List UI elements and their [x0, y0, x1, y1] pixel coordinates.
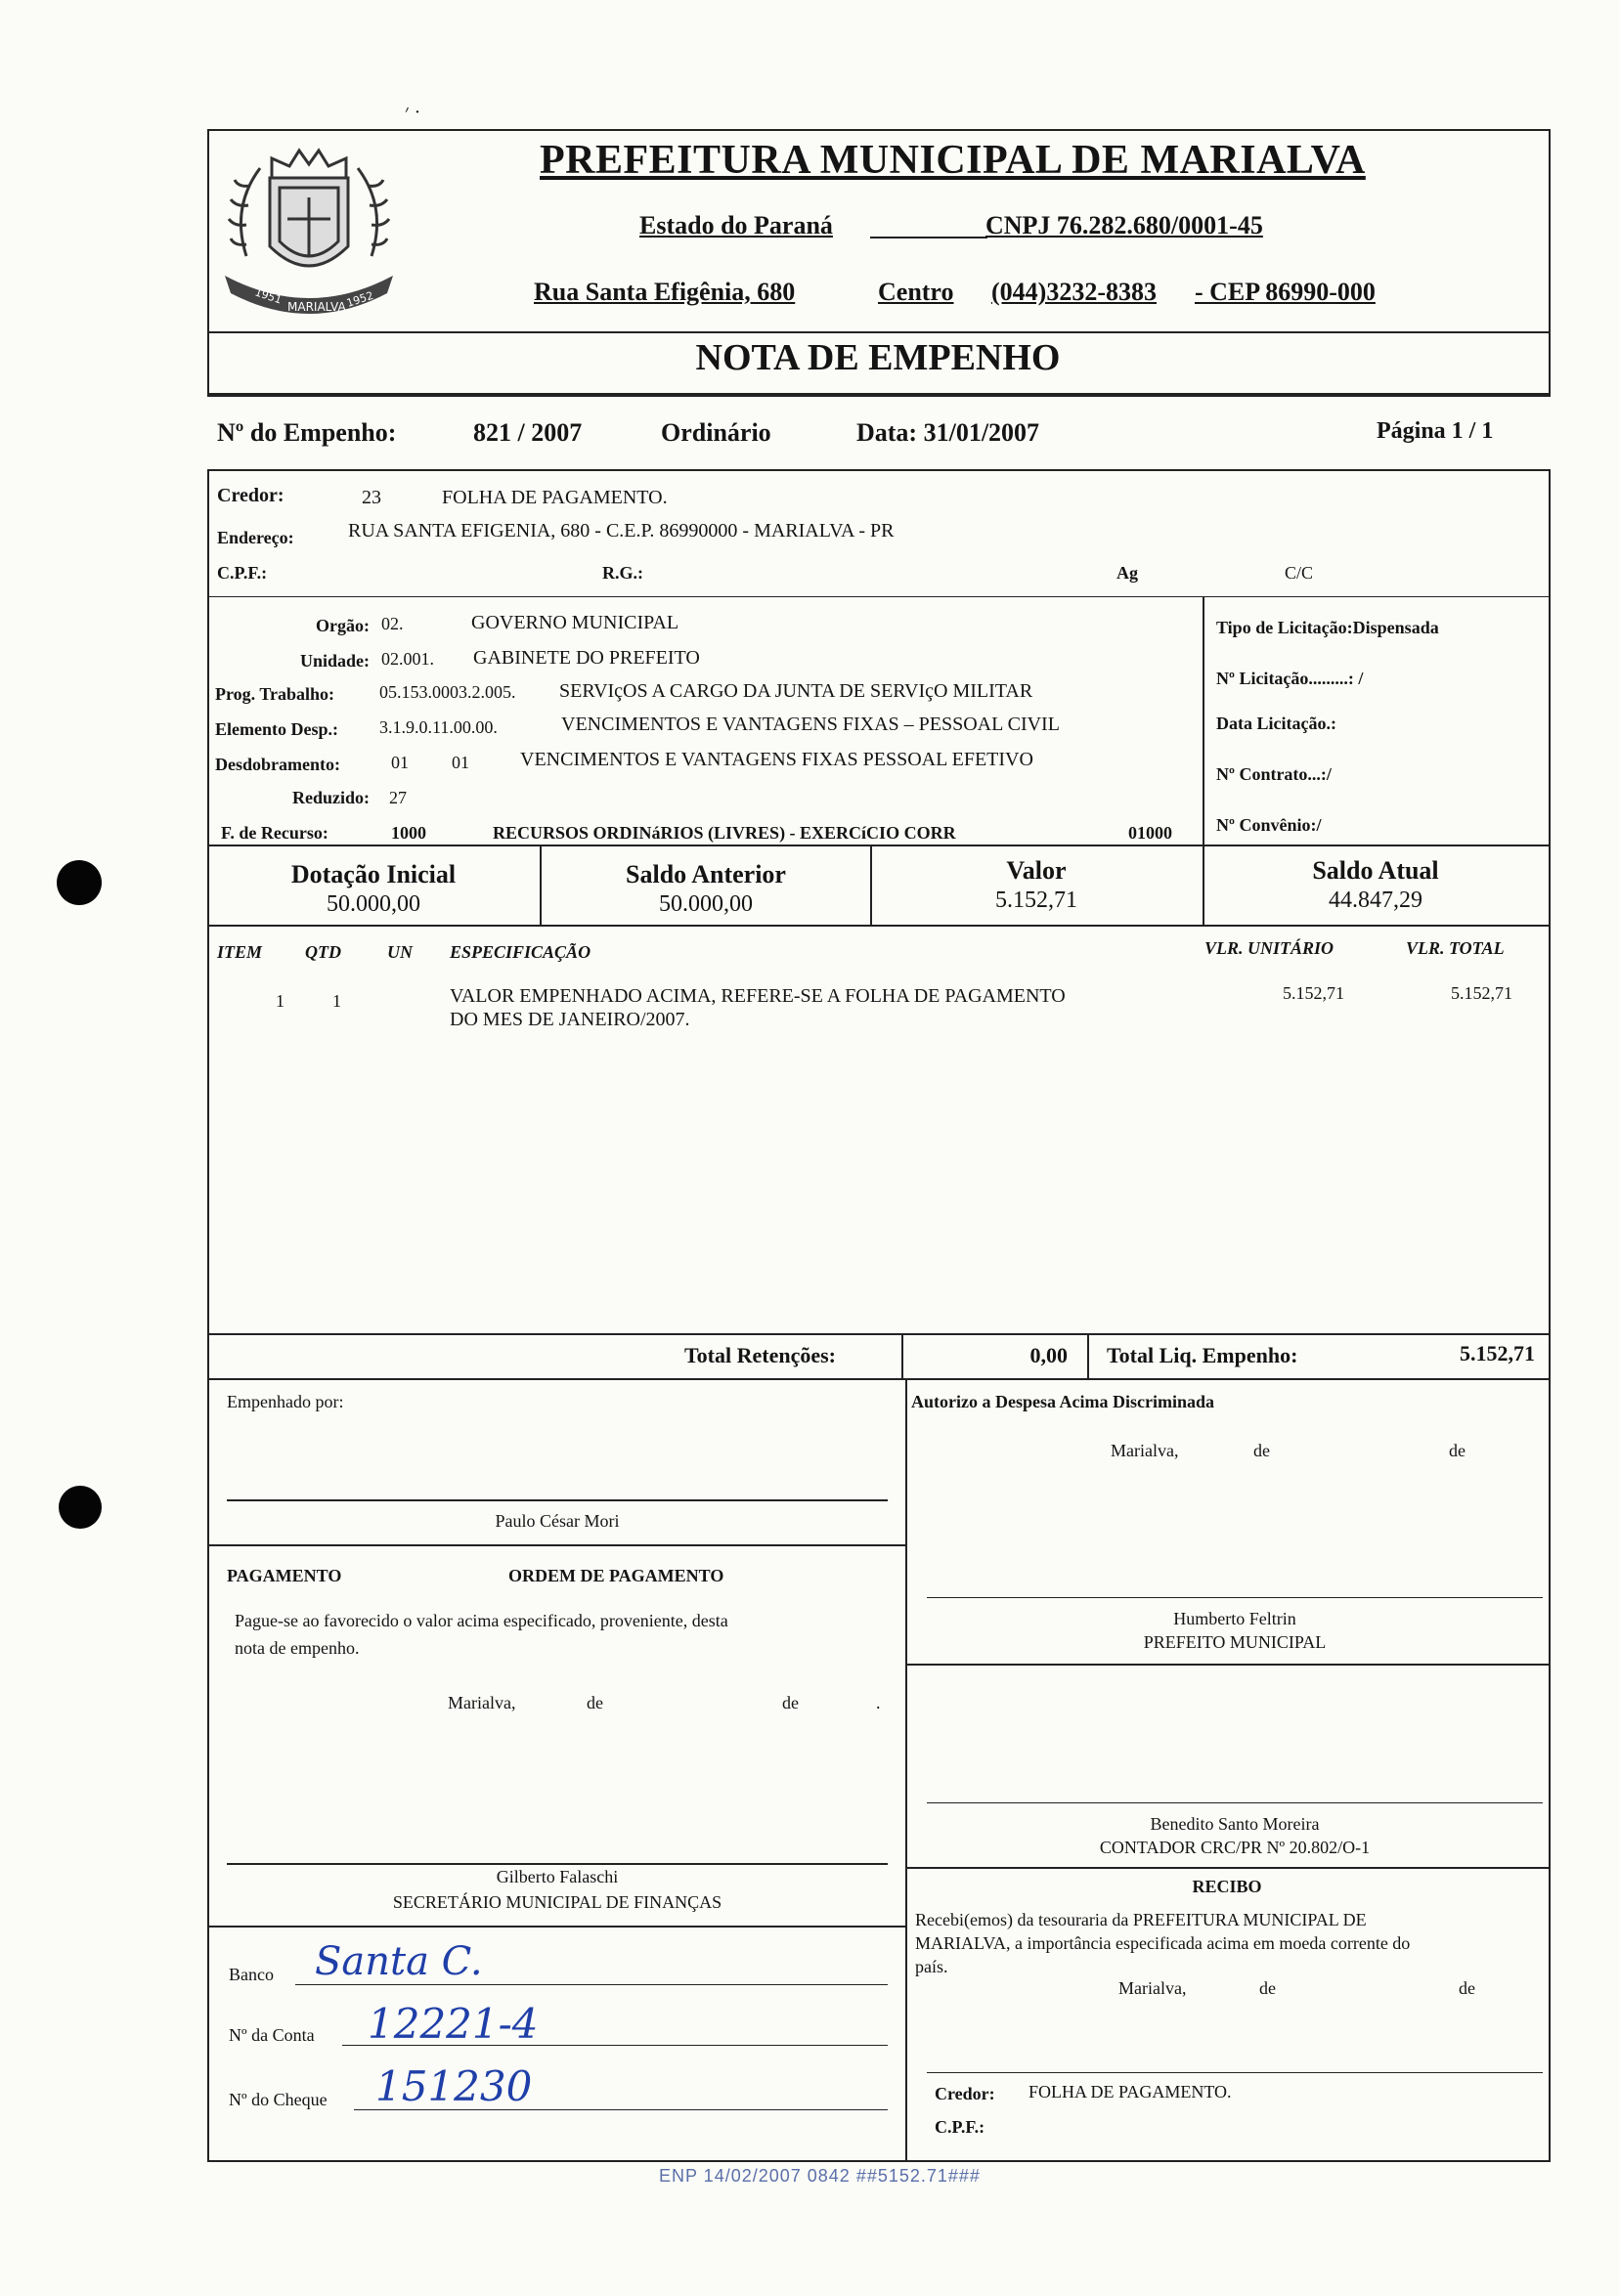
- desdob-label: Desdobramento:: [215, 755, 340, 774]
- divider: [207, 845, 1549, 846]
- mayor-role: PREFEITO MUNICIPAL: [1143, 1632, 1327, 1652]
- credor-label: Credor:: [217, 485, 284, 506]
- saldo-atual-value: 44.847,29: [1329, 888, 1422, 913]
- svg-text:1951: 1951: [253, 285, 284, 307]
- valor-label: Valor: [1006, 856, 1067, 885]
- divider: [1087, 1333, 1089, 1378]
- unidade-name: GABINETE DO PREFEITO: [473, 647, 700, 669]
- divider: [207, 393, 1549, 396]
- divider: [901, 1333, 903, 1378]
- phone: (044)3232-8383: [991, 278, 1157, 306]
- orgao-name: GOVERNO MUNICIPAL: [471, 612, 679, 633]
- empenho-type: Ordinário: [661, 418, 771, 447]
- pagamento-de1: de: [587, 1693, 603, 1712]
- divider: [207, 331, 1549, 333]
- bank-stamp: ENP 14/02/2007 0842 ##5152.71###: [659, 2166, 981, 2186]
- divider: [207, 1544, 905, 1546]
- table-row-qtd: 1: [332, 991, 341, 1011]
- autorizo-place: Marialva,: [1111, 1441, 1179, 1460]
- page-title: PREFEITURA MUNICIPAL DE MARIALVA: [540, 138, 1366, 183]
- recibo-text-line3: país.: [915, 1957, 948, 1976]
- conta-label: Nº da Conta: [229, 2025, 315, 2045]
- divider: [905, 1378, 907, 2160]
- saldo-anterior-label: Saldo Anterior: [626, 860, 786, 888]
- pagamento-place: Marialva,: [448, 1693, 516, 1712]
- orgao-code: 02.: [381, 614, 404, 633]
- liquido-label: Total Liq. Empenho:: [1107, 1343, 1298, 1367]
- state-name: Estado do Paraná: [639, 211, 833, 239]
- table-row-total-value: 5.152,71: [1451, 983, 1512, 1003]
- recibo-text-line2: MARIALVA, a importância especificada acima em moeda corrente do: [915, 1933, 1411, 1953]
- recurso-label: F. de Recurso:: [221, 823, 328, 843]
- licitacao-type: Tipo de Licitação:Dispensada: [1216, 618, 1439, 637]
- reduzido-label: Reduzido:: [291, 788, 370, 807]
- empenhado-name: Paulo César Mori: [495, 1511, 620, 1531]
- signature-line: [227, 1499, 888, 1501]
- recibo-de2: de: [1459, 1978, 1475, 1998]
- pagamento-end: .: [876, 1693, 881, 1712]
- recibo-de1: de: [1259, 1978, 1276, 1998]
- divider: [1203, 596, 1204, 845]
- divider: [207, 1333, 1549, 1335]
- rg-label: R.G.:: [602, 563, 643, 583]
- dotacao-value: 50.000,00: [327, 891, 420, 917]
- unidade-label: Unidade:: [299, 651, 370, 671]
- orgao-label: Orgão:: [316, 616, 370, 635]
- table-row-spec-line1: VALOR EMPENHADO ACIMA, REFERE-SE A FOLHA DE PAGAMENTO: [450, 985, 1066, 1007]
- scan-mark: ׳ ·: [405, 102, 421, 123]
- col-un: UN: [387, 942, 413, 962]
- divider: [207, 1926, 905, 1928]
- retencoes-label: Total Retenções:: [684, 1343, 836, 1367]
- divider: [905, 1664, 1549, 1666]
- pagamento-text-line1: Pague-se ao favorecido o valor acima especificado, proveniente, desta: [235, 1611, 728, 1630]
- liquido-value: 5.152,71: [1460, 1341, 1535, 1365]
- elemento-label: Elemento Desp.:: [215, 719, 338, 739]
- table-row-item: 1: [276, 991, 284, 1011]
- prog-name: SERVIçOS A CARGO DA JUNTA DE SERVIçO MILITAR: [559, 680, 1033, 702]
- autorizo-de1: de: [1253, 1441, 1270, 1460]
- prog-code: 05.153.0003.2.005.: [379, 682, 516, 702]
- desdob-code1: 01: [391, 753, 409, 772]
- col-item: ITEM: [217, 942, 263, 962]
- cnpj: CNPJ 76.282.680/0001-45: [985, 211, 1263, 239]
- retencoes-value: 0,00: [1029, 1343, 1068, 1367]
- col-especificacao: ESPECIFICAÇÃO: [450, 942, 591, 962]
- recurso-code: 1000: [391, 823, 426, 843]
- reduzido-value: 27: [389, 788, 407, 807]
- valor-value: 5.152,71: [995, 888, 1077, 913]
- cc-label: C/C: [1285, 563, 1314, 583]
- document-title: NOTA DE EMPENHO: [695, 337, 1061, 378]
- underline-spacer: [870, 211, 987, 238]
- col-vlr-unitario: VLR. UNITÁRIO: [1204, 938, 1335, 958]
- divider: [207, 1378, 1549, 1380]
- punch-hole: [59, 1486, 102, 1529]
- convenio-number: Nº Convênio:/: [1216, 815, 1322, 835]
- table-row-spec-line2: DO MES DE JANEIRO/2007.: [450, 1009, 690, 1030]
- recibo-cpf-label: C.P.F.:: [935, 2117, 985, 2137]
- svg-text:1952: 1952: [344, 288, 375, 310]
- recibo-place: Marialva,: [1118, 1978, 1187, 1998]
- recibo-credor-name: FOLHA DE PAGAMENTO.: [1028, 2082, 1232, 2101]
- mayor-name: Humberto Feltrin: [1173, 1609, 1296, 1628]
- col-qtd: QTD: [305, 942, 341, 962]
- svg-text:MARIALVA: MARIALVA: [287, 300, 346, 314]
- divider: [207, 925, 1549, 927]
- credor-name: FOLHA DE PAGAMENTO.: [442, 487, 668, 508]
- empenho-number: 821 / 2007: [473, 418, 583, 447]
- ordem-pagamento-label: ORDEM DE PAGAMENTO: [508, 1566, 724, 1585]
- divider: [905, 1867, 1549, 1869]
- ag-label: Ag: [1116, 563, 1138, 583]
- endereco-label: Endereço:: [217, 528, 294, 547]
- divider: [207, 596, 1549, 597]
- empenho-date: Data: 31/01/2007: [856, 418, 1040, 447]
- desdob-code2: 01: [452, 753, 469, 772]
- prog-label: Prog. Trabalho:: [215, 684, 335, 704]
- empenhado-label: Empenhado por:: [227, 1392, 344, 1411]
- saldo-anterior-value: 50.000,00: [659, 891, 753, 917]
- elemento-name: VENCIMENTOS E VANTAGENS FIXAS – PESSOAL CIVIL: [561, 714, 1060, 735]
- address: Rua Santa Efigênia, 680: [534, 278, 796, 306]
- recibo-text-line1: Recebi(emos) da tesouraria da PREFEITURA MUNICIPAL DE: [915, 1910, 1367, 1929]
- saldo-atual-label: Saldo Atual: [1312, 856, 1439, 885]
- accountant-name: Benedito Santo Moreira: [1150, 1814, 1320, 1834]
- licitacao-number: Nº Licitação.........: /: [1216, 669, 1364, 688]
- banco-line: [295, 1984, 888, 1985]
- signature-line: [927, 1802, 1543, 1803]
- cheque-label: Nº do Cheque: [229, 2090, 328, 2109]
- credor-code: 23: [362, 487, 381, 508]
- pagamento-text-line2: nota de empenho.: [235, 1638, 360, 1658]
- desdob-name: VENCIMENTOS E VANTAGENS FIXAS PESSOAL EFETIVO: [520, 749, 1033, 770]
- dotacao-label: Dotação Inicial: [290, 860, 457, 888]
- pagamento-label: PAGAMENTO: [227, 1566, 342, 1585]
- signature-line: [927, 2072, 1543, 2073]
- conta-handwritten: 12221-4: [368, 2000, 539, 2048]
- accountant-role: CONTADOR CRC/PR Nº 20.802/O-1: [1099, 1838, 1371, 1857]
- signature-line: [227, 1863, 888, 1865]
- credor-address: RUA SANTA EFIGENIA, 680 - C.E.P. 86990000 - MARIALVA - PR: [348, 520, 895, 542]
- punch-hole: [57, 860, 102, 905]
- cep: - CEP 86990-000: [1195, 278, 1376, 306]
- cheque-handwritten: 151230: [375, 2062, 533, 2110]
- district: Centro: [878, 278, 954, 306]
- recibo-credor-label: Credor:: [935, 2084, 995, 2103]
- pagamento-de2: de: [782, 1693, 799, 1712]
- page-number: Página 1 / 1: [1377, 418, 1494, 444]
- contrato-number: Nº Contrato...:/: [1216, 764, 1332, 784]
- recibo-title: RECIBO: [1192, 1877, 1262, 1896]
- unidade-code: 02.001.: [381, 649, 434, 669]
- elemento-code: 3.1.9.0.11.00.00.: [379, 717, 498, 737]
- recurso-code2: 01000: [1128, 823, 1172, 843]
- secretary-role: SECRETÁRIO MUNICIPAL DE FINANÇAS: [392, 1892, 722, 1912]
- cpf-label: C.P.F.:: [217, 563, 268, 583]
- table-row-unit-value: 5.152,71: [1283, 983, 1344, 1003]
- coat-of-arms-seal: [211, 129, 407, 332]
- recurso-name: RECURSOS ORDINáRIOS (LIVRES) - EXERCíCIO CORR: [493, 823, 956, 843]
- autorizo-title: Autorizo a Despesa Acima Discriminada: [911, 1392, 1214, 1411]
- banco-handwritten: Santa C.: [315, 1939, 483, 1984]
- secretary-name: Gilberto Falaschi: [496, 1867, 619, 1886]
- banco-label: Banco: [229, 1965, 274, 1984]
- autorizo-de2: de: [1449, 1441, 1466, 1460]
- empenho-number-label: Nº do Empenho:: [217, 418, 397, 447]
- signature-line: [927, 1597, 1543, 1598]
- licitacao-date: Data Licitação.:: [1216, 714, 1336, 733]
- col-vlr-total: VLR. TOTAL: [1406, 938, 1505, 958]
